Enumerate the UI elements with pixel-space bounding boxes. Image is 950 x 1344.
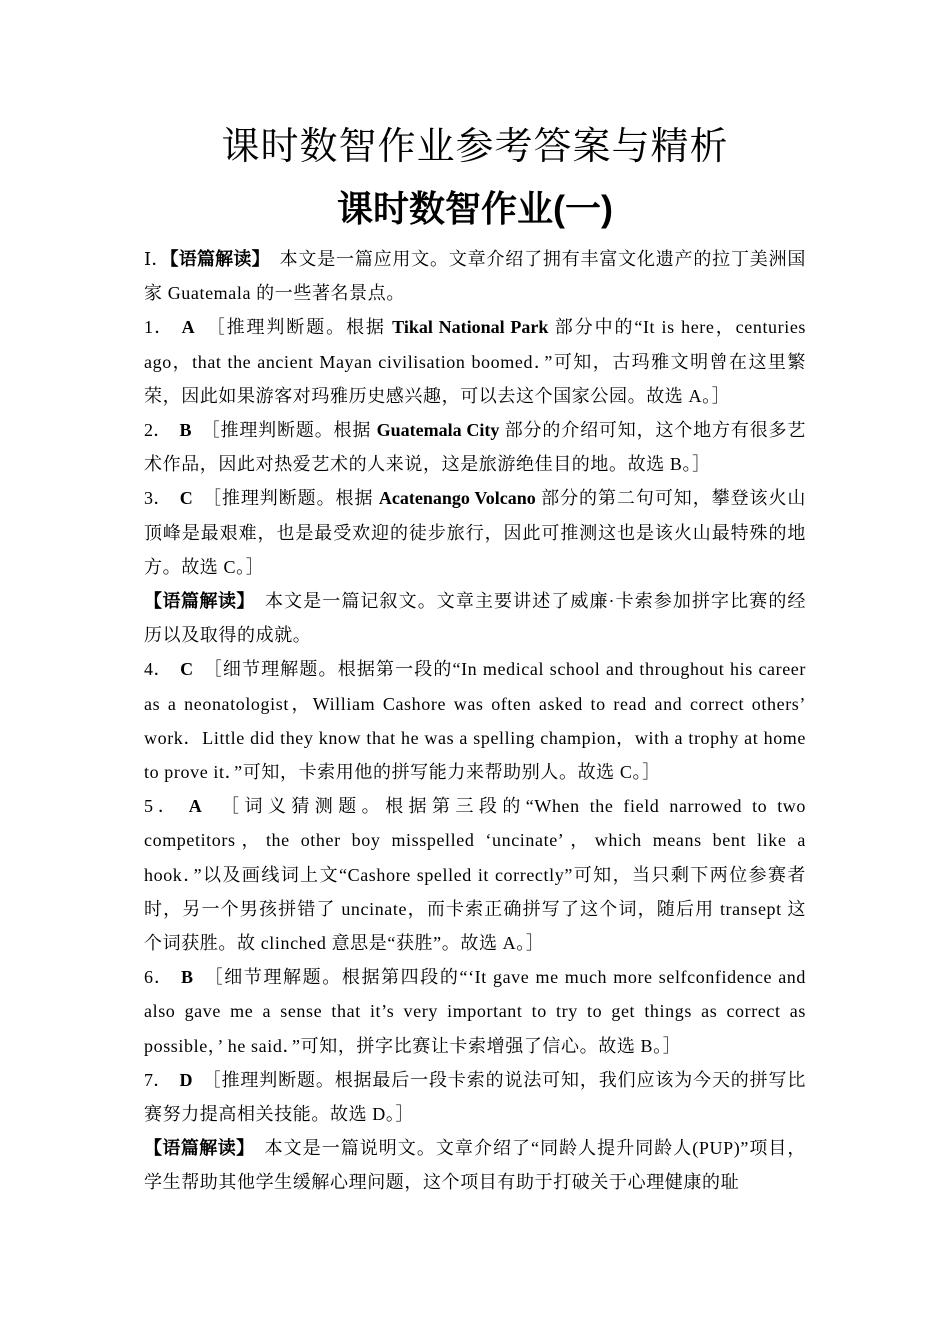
answer-letter: C	[179, 488, 193, 509]
answer-letter: D	[179, 1069, 193, 1090]
answer-letter: B	[181, 967, 194, 988]
document-title: 课时数智作业参考答案与精析	[221, 126, 729, 168]
answer-letter: B	[179, 420, 192, 441]
answer-item-3: 3． C ［推理判断题。根据 Acatenango Volcano 部分的第二句可知，攀登该火山顶峰是最艰难，也是最受欢迎的徒步旅行，因此可推测这也是该火山最特殊的地方。故选 C。］	[144, 488, 806, 577]
answer-item-2: 2． B ［推理判断题。根据 Guatemala City 部分的介绍可知，这个地方有很多艺术作品，因此对热爱艺术的人来说，这是旅游绝佳目的地。故选 B。］	[144, 420, 807, 475]
answer-letter: A	[188, 796, 202, 817]
passage-intro-2: 【语篇解读】 本文是一篇记叙文。文章主要讲述了威廉·卡索参加拼字比赛的经历以及取得的成就。	[144, 591, 806, 646]
answer-letter: C	[180, 659, 194, 680]
answer-letter: A	[181, 317, 195, 338]
passage-intro-3: 【语篇解读】 本文是一篇说明文。文章介绍了“同龄人提升同龄人(PUP)”项目，学生帮助其他学生缓解心理问题，这个项目有助于打破关于心理健康的耻	[144, 1138, 806, 1193]
document-subtitle: 课时数智作业(一)	[337, 188, 613, 229]
answer-item-1: 1． A ［推理判断题。根据 Tikal National Park 部分中的“It is here，centuries ago，that the ancient Mayan civilisation boomed．”可知，古玛雅文明曾在这里繁荣，因此如果游客对玛雅历史感兴趣，可以去这个国家公园。故选 A。］	[144, 317, 807, 406]
answer-item-7: 7． D ［推理判断题。根据最后一段卡索的说法可知，我们应该为今天的拼写比赛努力提高相关技能。故选 D。］	[144, 1069, 806, 1125]
answer-item-4: 4． C ［细节理解题。根据第一段的“In medical school and throughout his career as a neonatologist，William Cashore was often asked to read and correct others’ work．Little did they know that he was a spelling champion，with a trophy at home to prove it．”可知，卡索用他的拼写能力来帮助别人。故选 C。］	[144, 659, 806, 783]
passage-intro-1: Ⅰ．【语篇解读】 本文是一篇应用文。文章介绍了拥有丰富文化遗产的拉丁美洲国家 Guatemala 的一些著名景点。	[144, 249, 806, 304]
document-body	[144, 242, 806, 1200]
answer-item-6: 6． B ［细节理解题。根据第四段的“‘It gave me much more selfconfidence and also gave me a sense that it’s very important to try to get things as correct as possible，’ he said．”可知，拼字比赛让卡索增强了信心。故选 B。］	[144, 967, 806, 1056]
answer-item-5: 5． A ［词义猜测题。根据第三段的“When the field narrowed to two competitors，the other boy misspelled ‘uncinate’，which means bent like a hook．”以及画线词上文“Cashore spelled it correctly”可知，当只剩下两位参赛者时，另一个男孩拼错了 uncinate，而卡索正确拼写了这个词，随后用 transept 这个词获胜。故 clinched 意思是“获胜”。故选 A。］	[144, 796, 807, 954]
